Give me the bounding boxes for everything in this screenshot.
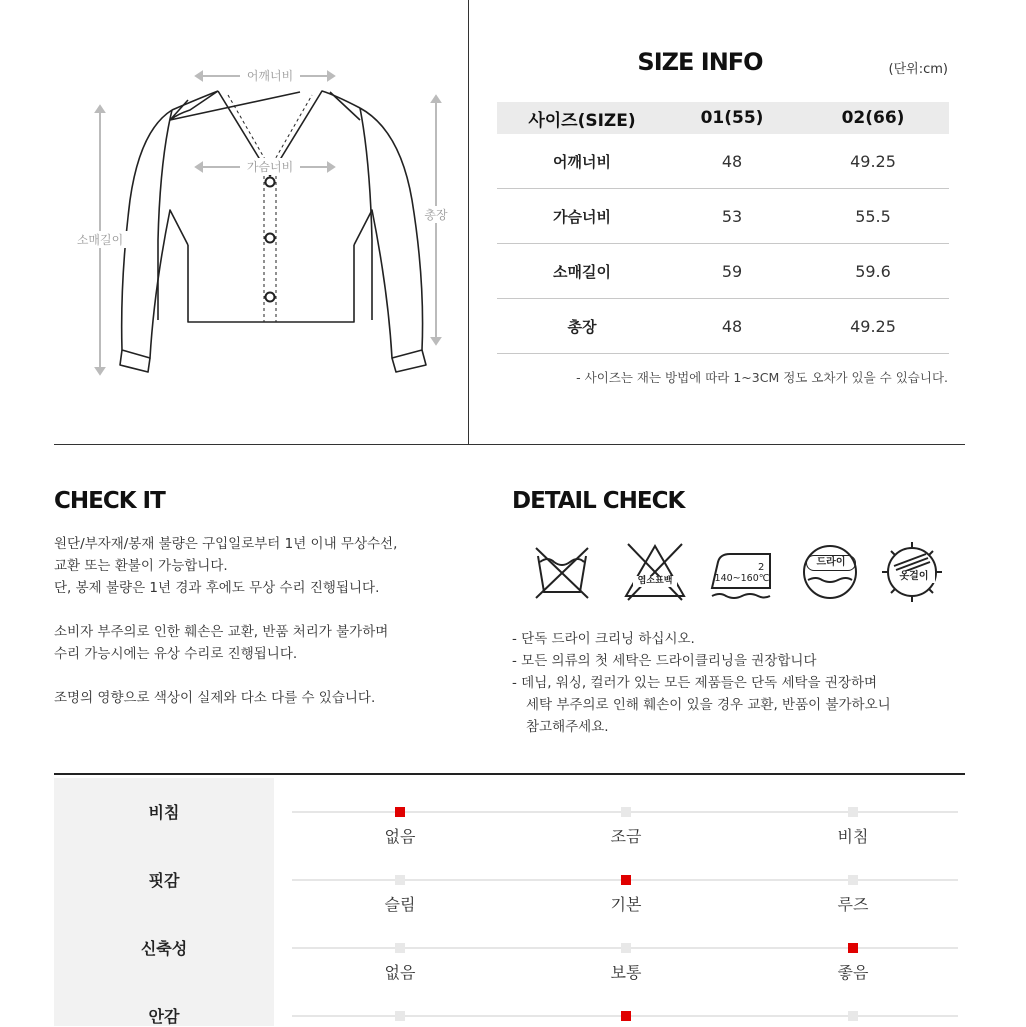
detail-check-title: DETAIL CHECK	[512, 488, 685, 514]
row-label: 가슴너비	[497, 189, 667, 244]
attribute-option: 비침	[837, 827, 869, 846]
no-wash-icon	[530, 540, 594, 604]
attribute-dot-selected	[621, 875, 631, 885]
attribute-dot	[395, 875, 405, 885]
attribute-label: 안감	[148, 1007, 180, 1026]
attribute-label: 핏감	[148, 871, 180, 890]
row-value: 48	[667, 299, 797, 354]
size-table-header	[497, 102, 949, 134]
attribute-dot-selected	[395, 807, 405, 817]
attribute-dot	[848, 875, 858, 885]
table-row	[497, 299, 949, 354]
bleach-label: 염소표백	[633, 576, 677, 587]
table-row	[497, 189, 949, 244]
attributes-divider	[54, 773, 965, 775]
iron-number: 2	[758, 562, 765, 573]
shoulder-label: 어깨너비	[240, 67, 300, 84]
attribute-dot	[621, 943, 631, 953]
attribute-dot	[395, 943, 405, 953]
chest-label: 가슴너비	[240, 158, 300, 175]
attribute-option: 루즈	[837, 895, 869, 914]
size-info-title: SIZE INFO	[637, 48, 763, 76]
iron-temp: 140~160℃	[714, 573, 770, 584]
attribute-dot-selected	[848, 943, 858, 953]
row-value: 55.5	[797, 189, 949, 244]
no-bleach-icon	[622, 540, 688, 604]
size-note: - 사이즈는 재는 방법에 따라 1~3CM 정도 오차가 있을 수 있습니다.	[576, 370, 948, 385]
check-it-line: 교환 또는 환불이 가능합니다.	[54, 558, 228, 574]
table-row	[497, 244, 949, 299]
size-table	[497, 102, 949, 354]
cardigan-sketch-icon	[60, 60, 460, 390]
row-value: 59	[667, 244, 797, 299]
row-label: 총장	[497, 299, 667, 354]
size-unit: (단위:cm)	[888, 62, 948, 77]
attribute-dot	[621, 807, 631, 817]
check-it-line: 수리 가능시에는 유상 수리로 진행됩니다.	[54, 646, 298, 662]
header-02: 02(66)	[797, 102, 949, 134]
attribute-option: 기본	[610, 895, 642, 914]
attribute-dot	[395, 1011, 405, 1021]
detail-line: 세탁 부주의로 인해 훼손이 있을 경우 교환, 반품이 불가하오니	[526, 697, 891, 713]
detail-check-list	[512, 628, 891, 738]
check-it-line: 원단/부자재/봉재 불량은 구입일로부터 1년 이내 무상수선,	[54, 536, 398, 552]
detail-line: - 모든 의류의 첫 세탁은 드라이클리닝을 권장합니다	[512, 653, 817, 669]
attribute-option: 슬림	[384, 895, 416, 914]
attribute-option: 조금	[610, 827, 642, 846]
check-it-line: 소비자 부주의로 인한 훼손은 교환, 반품 처리가 불가하며	[54, 624, 389, 640]
check-it-title: CHECK IT	[54, 488, 165, 514]
row-value: 49.25	[797, 134, 949, 189]
row-value: 49.25	[797, 299, 949, 354]
attribute-label: 신축성	[140, 939, 188, 958]
header-01: 01(55)	[667, 102, 797, 134]
row-value: 59.6	[797, 244, 949, 299]
check-it-line: 조명의 영향으로 색상이 실제와 다소 다를 수 있습니다.	[54, 690, 376, 706]
row-value: 53	[667, 189, 797, 244]
attribute-option: 좋음	[837, 963, 869, 982]
length-label: 총장	[420, 206, 452, 223]
table-row	[497, 134, 949, 189]
top-vertical-divider	[468, 0, 469, 444]
top-horizontal-divider	[54, 444, 965, 445]
row-label: 어깨너비	[497, 134, 667, 189]
attribute-dot	[848, 807, 858, 817]
check-it-line: 단, 봉제 불량은 1년 경과 후에도 무상 수리 진행됩니다.	[54, 580, 380, 596]
attribute-label: 비침	[148, 803, 180, 822]
attribute-option: 없음	[384, 827, 416, 846]
detail-line: - 단독 드라이 크리닝 하십시오.	[512, 631, 695, 647]
sleeve-label: 소매길이	[70, 231, 130, 248]
row-label: 소매길이	[497, 244, 667, 299]
attribute-dot	[848, 1011, 858, 1021]
dry-label: 드라이	[806, 555, 856, 571]
attribute-option: 보통	[610, 963, 642, 982]
hanger-label: 옷걸이	[893, 571, 935, 583]
care-icons	[530, 540, 950, 604]
row-value: 48	[667, 134, 797, 189]
garment-diagram	[60, 60, 460, 390]
detail-line: 참고해주세요.	[526, 719, 609, 735]
header-size: 사이즈(SIZE)	[497, 102, 667, 134]
dry-clean-icon	[800, 540, 860, 604]
attribute-dot-selected	[621, 1011, 631, 1021]
check-it-text	[54, 533, 474, 709]
detail-line: - 데님, 워싱, 컬러가 있는 모든 제품들은 단독 세탁을 권장하며	[512, 675, 878, 691]
attribute-option: 없음	[384, 963, 416, 982]
